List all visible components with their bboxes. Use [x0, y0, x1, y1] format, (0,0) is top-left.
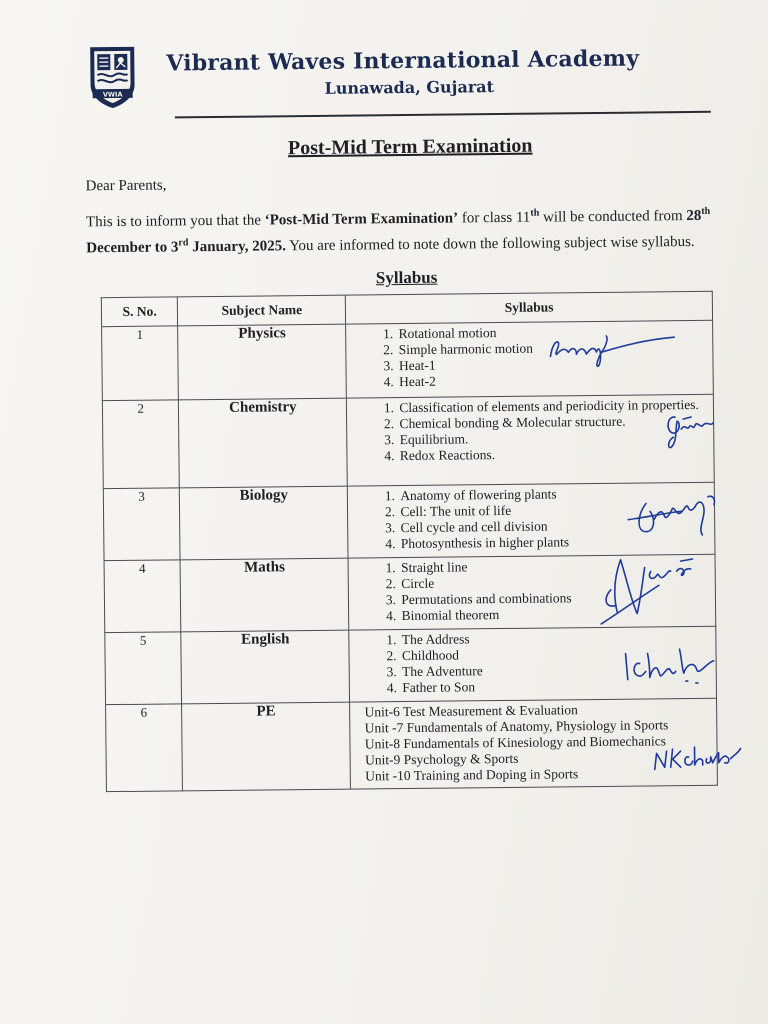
unit-item: Unit-9 Psychology & Sports	[364, 750, 519, 768]
topic-item: 4. Heat-2	[397, 371, 713, 390]
row-subject: Physics	[178, 324, 347, 400]
row-subject: English	[181, 630, 350, 704]
row-subject: Chemistry	[179, 398, 348, 488]
syllabus-table	[101, 291, 718, 792]
topic-item: 4. Photosynthesis in higher plants	[399, 533, 715, 552]
topic-item: 2. Circle	[399, 573, 715, 592]
exam-title: Post-Mid Term Examination	[287, 134, 533, 160]
school-location: Lunawada, Gujarat	[324, 77, 495, 98]
topic-item: 4. Father to Son	[400, 677, 716, 696]
table-row	[102, 394, 714, 488]
topic-item: 1. The Address	[400, 629, 716, 648]
row-syllabus	[348, 482, 715, 558]
school-crest-logo	[86, 45, 139, 110]
topic-item: 2. Chemical bonding & Molecular structure.	[397, 413, 713, 432]
school-name: Vibrant Waves International Academy	[166, 45, 640, 77]
header-divider	[175, 111, 711, 119]
row-syllabus	[350, 698, 718, 789]
topic-item: 3. Permutations and combinations	[399, 589, 715, 608]
letter-sheet	[84, 27, 732, 793]
row-syllabus	[347, 394, 715, 486]
exam-name: ‘Post-Mid Term Examination’	[264, 210, 459, 229]
topic-item: 1. Classification of elements and periodicity in properties.	[397, 397, 713, 416]
topic-item: 1. Straight line	[399, 557, 715, 576]
row-sno: 3	[103, 488, 180, 561]
row-sno: 1	[102, 326, 179, 401]
syllabus-heading: Syllabus	[375, 267, 438, 288]
row-subject: PE	[182, 702, 351, 791]
topic-item: 2. Cell: The unit of life	[398, 501, 714, 520]
row-sno: 2	[102, 400, 179, 489]
row-subject: Biology	[180, 486, 349, 560]
table-row	[105, 626, 717, 704]
topic-item: 4. Binomial theorem	[399, 605, 715, 624]
row-sno: 6	[106, 704, 183, 792]
unit-item: Unit-8 Fundamentals of Kinesiology and Biomechanics	[364, 733, 667, 752]
table-row	[103, 482, 715, 560]
topic-item: 2. Simple harmonic motion	[397, 339, 713, 358]
exam-dates: 28th December to 3rd January, 2025.	[86, 205, 711, 257]
row-subject: Maths	[180, 558, 349, 632]
topic-item: 3. Cell cycle and cell division	[399, 517, 715, 536]
topic-item: 3. Equilibrium.	[398, 429, 714, 448]
table-row	[104, 554, 716, 632]
header-syllabus: Syllabus	[346, 291, 713, 324]
topic-item: 2. Childhood	[400, 645, 716, 664]
logo-lettering: VWIA	[102, 90, 123, 99]
topic-item: 3. Heat-1	[397, 355, 713, 374]
letterhead	[84, 27, 725, 122]
unit-item: Unit-6 Test Measurement & Evaluation	[364, 702, 578, 720]
unit-item: Unit -10 Training and Doping in Sports	[365, 766, 579, 784]
topic-item: 3. The Adventure	[400, 661, 716, 680]
greeting: Dear Parents,	[85, 177, 167, 195]
row-sno: 5	[105, 632, 182, 705]
row-syllabus	[349, 626, 716, 702]
unit-item: Unit -7 Fundamentals of Anatomy, Physiology in Sports	[364, 717, 669, 736]
row-syllabus	[348, 554, 715, 630]
topic-item: 1. Rotational motion	[396, 323, 712, 342]
topic-item: 4. Redox Reactions.	[398, 445, 714, 464]
row-sno: 4	[104, 560, 181, 633]
notice-paragraph: This is to inform you that the ‘Post-Mid Term Examination’ for class 11th will be conducted from 28th December to 3rd January, 2025. You are informed to note down the following subject wise syllabus.	[85, 205, 711, 257]
table-row	[106, 698, 718, 791]
header-sno: S. No.	[101, 297, 178, 327]
topic-item: 1. Anatomy of flowering plants	[398, 485, 714, 504]
table-row	[102, 320, 714, 400]
header-subject: Subject Name	[178, 295, 346, 326]
row-syllabus	[346, 320, 713, 398]
